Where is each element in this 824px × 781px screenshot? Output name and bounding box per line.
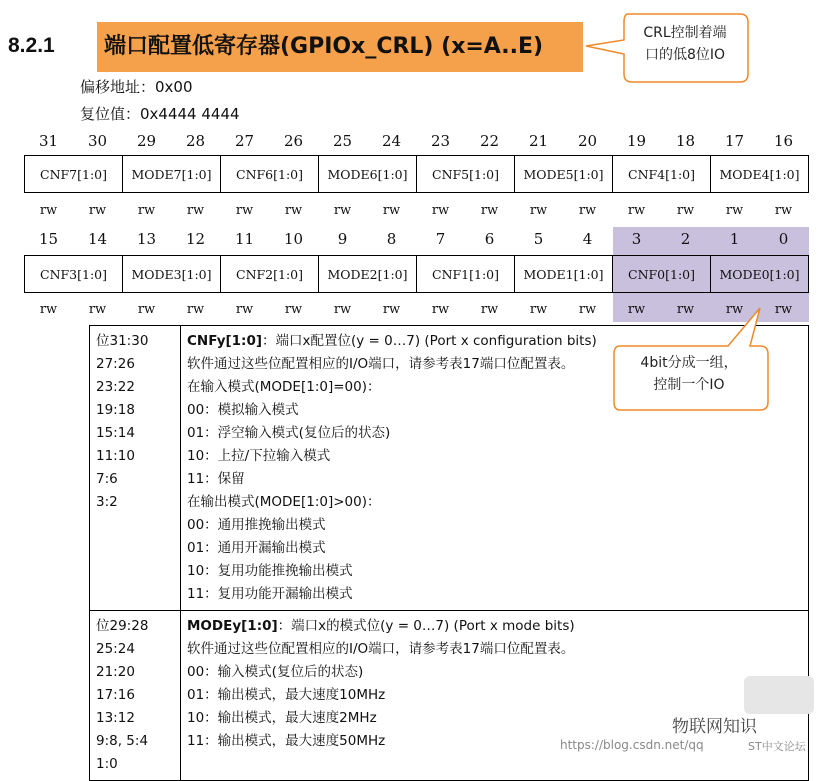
- bit-range: 位29:28: [96, 618, 149, 634]
- table-row: [90, 611, 809, 781]
- bit-number: 8: [386, 230, 397, 248]
- bit-range: 位31:30: [96, 333, 149, 349]
- bit-number: 5: [533, 230, 544, 248]
- bit-number: 3: [631, 230, 642, 248]
- bit-range: 19:18: [96, 402, 135, 418]
- bit-range: 27:26: [96, 356, 135, 372]
- bit-range: 11:10: [96, 448, 135, 464]
- bit-number: 21: [528, 132, 549, 150]
- cnf-title-rest: ：端口x配置位(y = 0…7) (Port x configuration bits): [262, 333, 597, 349]
- bit-number: 1: [729, 230, 740, 248]
- desc-line: 00：通用推挽输出模式: [187, 517, 326, 533]
- register-field: MODE6[1:0]: [318, 156, 416, 192]
- bit-number: 18: [675, 132, 696, 150]
- desc-line: 软件通过这些位配置相应的I/O端口，请参考表17端口位配置表。: [187, 356, 575, 372]
- mode-bit-positions: [90, 611, 181, 781]
- register-title: 端口配置低寄存器(GPIOx_CRL) (x=A..E): [104, 34, 544, 59]
- upper-bit-numbers: [24, 132, 808, 150]
- access-label: rw: [431, 203, 450, 218]
- callout-mid: [616, 352, 762, 396]
- mode-field-name: MODEy[1:0]: [187, 618, 278, 634]
- access-label: rw: [382, 302, 401, 317]
- bit-number: 14: [87, 230, 108, 248]
- section-number: 8.2.1: [8, 34, 55, 57]
- callout-mid-line1: 4bit分成一组，: [640, 355, 738, 371]
- mode-title-rest: ：端口x的模式位(y = 0…7) (Port x mode bits): [277, 618, 575, 634]
- access-label: rw: [627, 302, 646, 317]
- register-field: CNF5[1:0]: [416, 156, 514, 192]
- register-field: MODE1[1:0]: [514, 256, 612, 292]
- access-label: rw: [333, 203, 352, 218]
- access-label: rw: [578, 203, 597, 218]
- bit-number: 4: [582, 230, 593, 248]
- access-label: rw: [186, 302, 205, 317]
- desc-line: 00：输入模式(复位后的状态): [187, 664, 364, 680]
- bit-range: 13:12: [96, 710, 135, 726]
- desc-line: 在输入模式(MODE[1:0]=00)：: [187, 379, 381, 395]
- mode-title: [187, 615, 802, 638]
- cnf-field-name: CNFy[1:0]: [187, 333, 263, 349]
- access-label: rw: [284, 302, 303, 317]
- bit-number: 24: [381, 132, 402, 150]
- register-field: MODE3[1:0]: [122, 256, 220, 292]
- bit-number: 25: [332, 132, 353, 150]
- access-label: rw: [676, 203, 695, 218]
- access-label: rw: [725, 203, 744, 218]
- reset-value: 复位值：0x4444 4444: [80, 105, 240, 123]
- register-field: MODE2[1:0]: [318, 256, 416, 292]
- desc-line: 11：复用功能开漏输出模式: [187, 586, 353, 602]
- bit-range: 3:2: [96, 494, 118, 510]
- access-label: rw: [774, 302, 793, 317]
- access-label: rw: [382, 203, 401, 218]
- bit-number: 9: [337, 230, 348, 248]
- mode-description: [181, 611, 809, 781]
- callout-top-line2: 口的低8位IO: [644, 47, 726, 63]
- access-label: rw: [186, 203, 205, 218]
- bit-number: 27: [234, 132, 255, 150]
- register-field: MODE4[1:0]: [710, 156, 808, 192]
- access-label: rw: [725, 302, 744, 317]
- bit-number: 19: [626, 132, 647, 150]
- access-label: rw: [774, 203, 793, 218]
- bit-number: 29: [136, 132, 157, 150]
- desc-line: 在输出模式(MODE[1:0]>00)：: [187, 494, 381, 510]
- bit-number: 22: [479, 132, 500, 150]
- bit-range: 7:6: [96, 471, 118, 487]
- register-field: CNF6[1:0]: [220, 156, 318, 192]
- register-field: MODE5[1:0]: [514, 156, 612, 192]
- desc-line: 10：上拉/下拉输入模式: [187, 448, 331, 464]
- bit-number: 12: [185, 230, 206, 248]
- bit-number: 11: [234, 230, 255, 248]
- desc-line: 软件通过这些位配置相应的I/O端口，请参考表17端口位配置表。: [187, 641, 575, 657]
- access-label: rw: [284, 203, 303, 218]
- desc-line: 01：输出模式，最大速度10MHz: [187, 687, 386, 703]
- bit-number: 0: [778, 230, 789, 248]
- lower-bit-numbers: [24, 230, 808, 248]
- access-label: rw: [88, 302, 107, 317]
- access-label: rw: [39, 203, 58, 218]
- cnf-bit-positions: [90, 326, 181, 611]
- register-field-highlighted: CNF0[1:0]: [612, 256, 710, 292]
- callout-top-line1: CRL控制着端: [643, 25, 727, 41]
- callout-top: [626, 22, 744, 66]
- access-label: rw: [137, 302, 156, 317]
- bit-number: 31: [38, 132, 59, 150]
- bit-number: 28: [185, 132, 206, 150]
- bit-range: 15:14: [96, 425, 135, 441]
- watermark-url: https://blog.csdn.net/qq: [560, 738, 704, 752]
- access-label: rw: [39, 302, 58, 317]
- access-label: rw: [480, 302, 499, 317]
- access-label: rw: [235, 302, 254, 317]
- register-field: CNF4[1:0]: [612, 156, 710, 192]
- watermark-brand: 物联网知识: [672, 717, 757, 737]
- register-field: CNF3[1:0]: [40, 266, 107, 282]
- desc-line: 01：通用开漏输出模式: [187, 540, 326, 556]
- desc-line: 11：输出模式，最大速度50MHz: [187, 733, 386, 749]
- desc-line: 01：浮空输入模式(复位后的状态): [187, 425, 391, 441]
- access-label: rw: [235, 203, 254, 218]
- register-field: CNF1[1:0]: [416, 256, 514, 292]
- watermark-forum: ST中文论坛: [748, 740, 806, 753]
- access-label: rw: [578, 302, 597, 317]
- desc-line: 11：保留: [187, 471, 245, 487]
- bit-number: 15: [38, 230, 59, 248]
- bit-number: 20: [577, 132, 598, 150]
- access-label: rw: [676, 302, 695, 317]
- access-label: rw: [431, 302, 450, 317]
- upper-field-row: [24, 155, 809, 193]
- bit-number: 26: [283, 132, 304, 150]
- bit-number: 17: [724, 132, 745, 150]
- bit-range: 25:24: [96, 641, 135, 657]
- access-label: rw: [88, 203, 107, 218]
- upper-access-row: [24, 203, 808, 218]
- register-field: CNF2[1:0]: [220, 256, 318, 292]
- bit-number: 16: [773, 132, 794, 150]
- register-field: CNF7[1:0]: [40, 166, 107, 182]
- callout-mid-line2: 控制一个IO: [653, 377, 725, 393]
- chat-bubble-icon: [744, 676, 814, 714]
- desc-line: 10：输出模式，最大速度2MHz: [187, 710, 377, 726]
- access-label: rw: [137, 203, 156, 218]
- access-label: rw: [529, 203, 548, 218]
- bit-number: 7: [435, 230, 446, 248]
- lower-field-row: [24, 255, 809, 293]
- bit-range: 17:16: [96, 687, 135, 703]
- bit-number: 30: [87, 132, 108, 150]
- access-label: rw: [333, 302, 352, 317]
- access-label: rw: [529, 302, 548, 317]
- bit-number: 23: [430, 132, 451, 150]
- desc-line: 00：模拟输入模式: [187, 402, 299, 418]
- bit-number: 2: [680, 230, 691, 248]
- register-field: MODE7[1:0]: [122, 156, 220, 192]
- bit-range: 23:22: [96, 379, 135, 395]
- desc-line: 10：复用功能推挽输出模式: [187, 563, 353, 579]
- bit-range: 9:8, 5:4: [96, 733, 149, 749]
- access-label: rw: [480, 203, 499, 218]
- offset-address: 偏移地址：0x00: [80, 78, 193, 96]
- bit-number: 13: [136, 230, 157, 248]
- bit-range: 1:0: [96, 756, 118, 772]
- bit-range: 21:20: [96, 664, 135, 680]
- register-field-highlighted: MODE0[1:0]: [710, 256, 808, 292]
- bit-number: 6: [484, 230, 495, 248]
- access-label: rw: [627, 203, 646, 218]
- bit-number: 10: [283, 230, 304, 248]
